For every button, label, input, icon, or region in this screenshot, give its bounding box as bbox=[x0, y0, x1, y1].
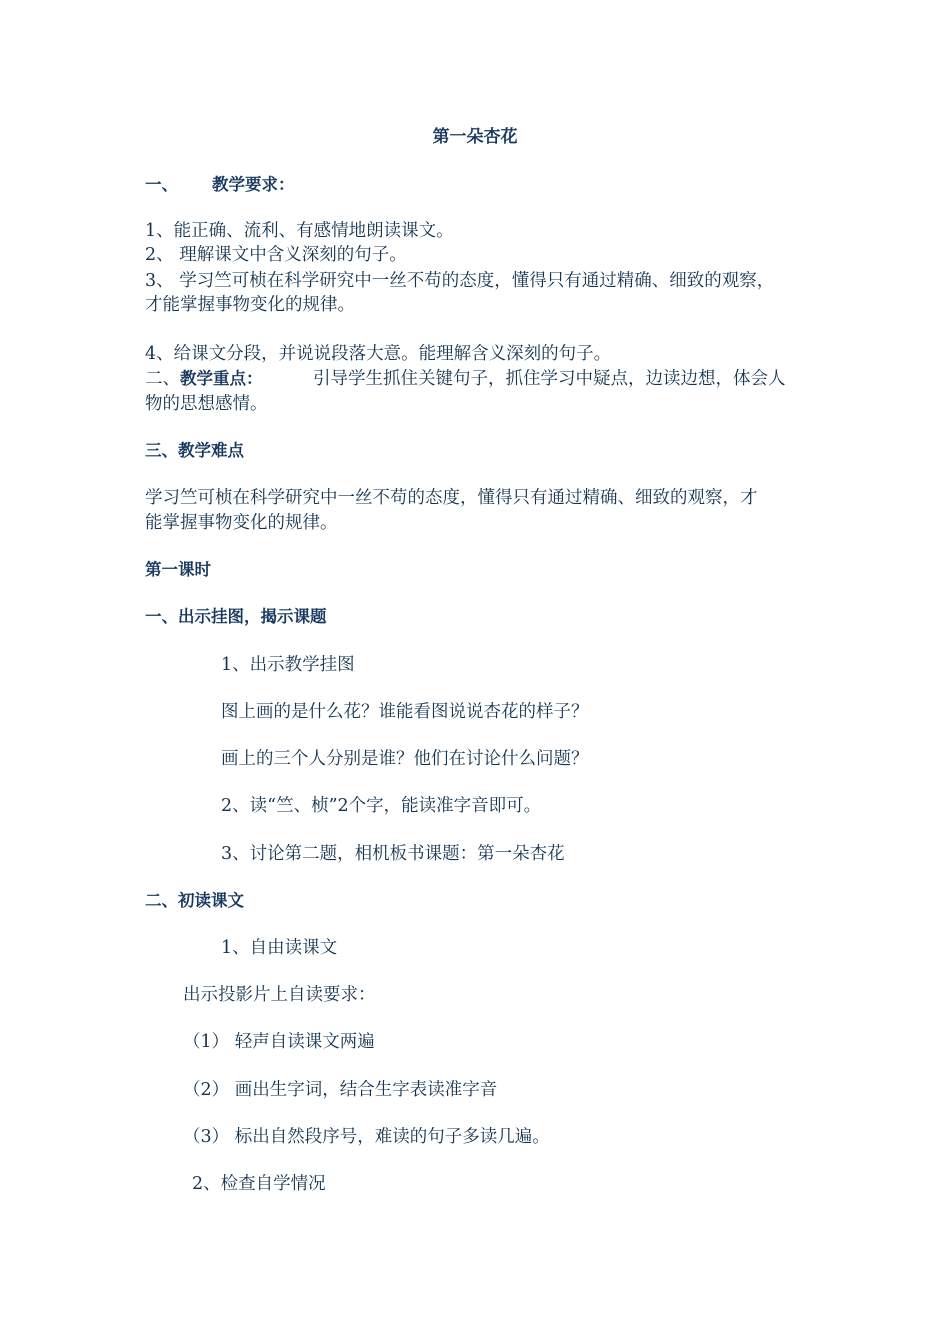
part2-req-3: （3） 标出自然段序号，难读的句子多读几遍。 bbox=[183, 1127, 550, 1147]
document-title: 第一朵杏花 bbox=[432, 127, 518, 147]
part1-line-3: 画上的三个人分别是谁？他们在讨论什么问题？ bbox=[221, 749, 589, 769]
requirement-item-4: 4、给课文分段，并说说段落大意。能理解含义深刻的句子。 bbox=[145, 344, 612, 364]
part2-step-1: 1、自由读课文 bbox=[221, 938, 338, 958]
part2-intro: 出示投影片上自读要求： bbox=[183, 985, 376, 1005]
section1-heading: 教学要求： bbox=[212, 175, 295, 194]
lesson1-part1-heading: 一、出示挂图，揭示课题 bbox=[145, 607, 327, 626]
section3-text-cont: 能掌握事物变化的规律。 bbox=[145, 513, 338, 533]
part1-line-2: 图上画的是什么花？谁能看图说说杏花的样子？ bbox=[221, 702, 589, 722]
requirement-item-1: 1、能正确、流利、有感情地朗读课文。 bbox=[145, 221, 454, 241]
part2-req-2: （2） 画出生字词，结合生字表读准字音 bbox=[183, 1080, 498, 1100]
part1-line-1: 1、出示教学挂图 bbox=[221, 655, 355, 675]
part2-step-2: 2、检查自学情况 bbox=[192, 1174, 326, 1194]
section2-label: 二、 bbox=[145, 369, 180, 389]
lesson1-heading: 第一课时 bbox=[145, 560, 211, 579]
lesson1-part2-heading: 二、初读课文 bbox=[145, 891, 244, 910]
requirement-item-2: 2、 理解课文中含义深刻的句子。 bbox=[145, 245, 407, 265]
part2-req-1: （1） 轻声自读课文两遍 bbox=[183, 1032, 375, 1052]
section3-text: 学习竺可桢在科学研究中一丝不苟的态度，懂得只有通过精确、细致的观察，才 bbox=[145, 488, 758, 508]
section2-text-cont: 物的思想感情。 bbox=[145, 394, 268, 414]
section2-text: 引导学生抓住关键句子，抓住学习中疑点，边读边想，体会人 bbox=[313, 369, 786, 389]
section3-heading: 三、教学难点 bbox=[145, 441, 244, 460]
part1-line-5: 3、讨论第二题，相机板书课题：第一朵杏花 bbox=[221, 844, 565, 864]
section2-line bbox=[145, 367, 263, 391]
section1-heading-number: 一、 bbox=[145, 175, 178, 194]
requirement-item-3: 3、 学习竺可桢在科学研究中一丝不苟的态度，懂得只有通过精确、细致的观察， bbox=[145, 271, 775, 291]
part1-line-4: 2、读“竺、桢”2个字，能读准字音即可。 bbox=[221, 796, 542, 816]
section2-heading: 教学重点： bbox=[180, 369, 263, 388]
requirement-item-3-cont: 才能掌握事物变化的规律。 bbox=[145, 295, 355, 315]
